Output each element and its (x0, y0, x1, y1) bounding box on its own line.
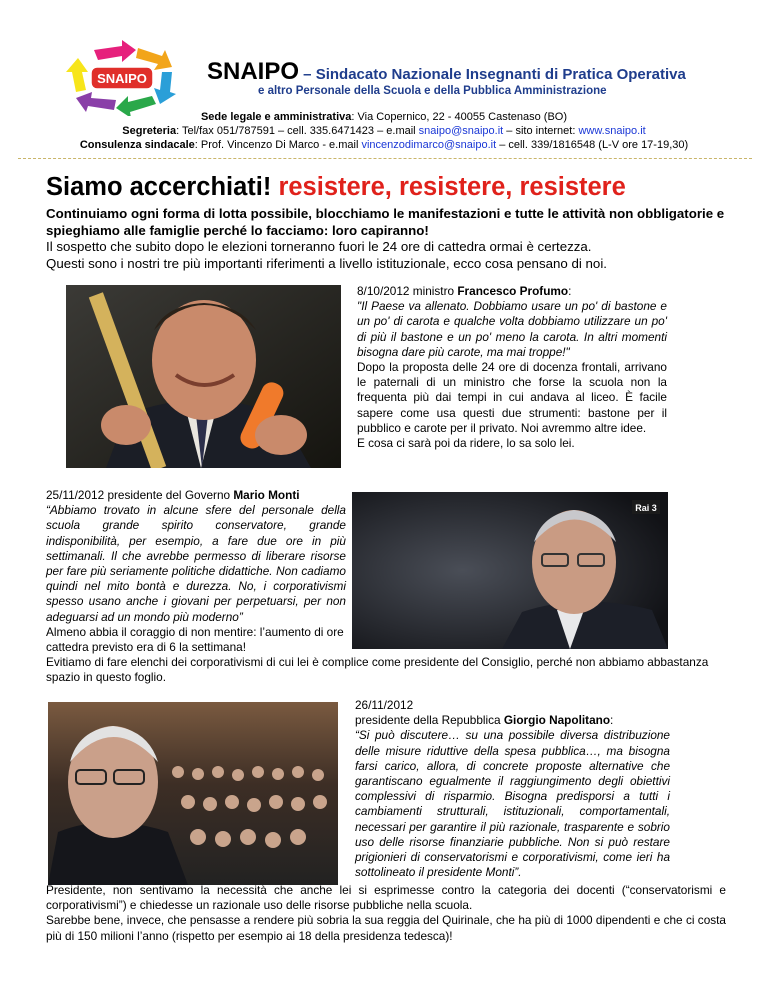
monti-quote: “Abbiamo trovato in alcune sfere del personale della scuola grande spirito conservatore, grande indisponibilità, per esempio, a fare due ore in più settimanali. Il che avrebbe permesso di liberare risorse per fare più seriamente politiche didattiche. Non cadiamo quindi nel mito bontà e durezza. No, i corporativismi spesso usano anche i giovani per perpetuarsi, per non adeguarsi ad un mondo più moderno” (46, 503, 346, 624)
logo-text: SNAIPO (97, 71, 147, 86)
intro-line-3: Questi sono i nostri tre più importanti riferimenti a livello istituzionale, ecco cosa pensano di noi. (46, 255, 607, 271)
monti-name: Mario Monti (233, 488, 300, 502)
napolitano-quote: “Si può discutere… su una possibile diversa distribuzione delle misure riduttive della spesa pubblica…, ma bisogna farsi carico, allora, di concrete proposte alternative che garantiscano egualmente il raggiungimento degli obiettivi complessivi di risparmio. Bisogna predisporsi a tutti i cambiamenti strutturali, istituzionali, comportamentali, necessari per garantire il più razionale, trasparente e sobrio uso delle risorse finanziarie pubbliche. Non si può restare prigionieri di conservatorismi e corporativismi, come ieri ha sottolineato il presidente Monti”. (355, 728, 670, 880)
segreteria-value: : Tel/fax 051/787591 – cell. 335.6471423 – e.mail (176, 125, 419, 137)
page-title (46, 173, 626, 202)
monti-comment-2-wrap (46, 655, 726, 685)
website-link[interactable]: www.snaipo.it (578, 125, 646, 137)
consulenza-email-link[interactable]: vincenzodimarco@snaipo.it (361, 139, 497, 151)
profumo-section (357, 284, 667, 451)
monti-comment-2: Evitiamo di fare elenchi dei corporativismi di cui lei è complice come presidente del Consiglio, perché non abbiamo abbastanza spazio in questo foglio. (46, 655, 709, 685)
sede-label: Sede legale e amministrativa (200, 111, 352, 123)
profumo-quote: "Il Paese va allenato. Dobbiamo usare un po' di bastone e un po' di carota e qualche volta dobbiamo utilizzare un po' di più il bastone e un po' meno la carota. In altri momenti bisogna dare più carote, ma mai troppe!" (357, 299, 667, 359)
napolitano-comments (46, 883, 726, 944)
intro-line-2: Il sospetto che subito dopo le elezioni torneranno fuori le 24 ore di cattedra ormai è certezza. (46, 239, 592, 254)
snaipo-logo (64, 40, 182, 116)
org-name: SNAIPO (207, 58, 300, 85)
intro-bold-end: ! (424, 222, 429, 238)
monti-comment-1: Almeno abbia il coraggio di non mentire: l’aumento di ore cattedra previsto era di 6 la settimana! (46, 625, 344, 655)
sede-value: : Via Copernico, 22 - 40055 Castenaso (BO) (351, 111, 568, 123)
monti-photo (352, 492, 668, 649)
napolitano-comment-2: Sarebbe bene, invece, che pensasse a rendere più sobria la sua reggia del Quirinale, che ha più di 1000 dipendenti e che ci costa più di 150 milioni l’anno (rispetto per esempio ai 18 della presidenza tedesca)! (46, 913, 726, 943)
consulenza-tail: – cell. 339/1816548 (L-V ore 17-19,30) (496, 139, 689, 151)
profumo-colon: : (568, 284, 572, 298)
intro-bold: Continuiamo ogni forma di lotta possibile, blocchiamo le manifestazioni e tutte le attività non obbligatorie e spieghiamo alle famiglie perché lo facciamo: loro capiranno (46, 206, 725, 238)
napolitano-role: presidente della Repubblica (355, 713, 504, 728)
org-title (207, 58, 686, 86)
consulenza-label: Consulenza sindacale (79, 139, 195, 151)
consulenza-line (0, 139, 768, 151)
profumo-comment: Dopo la proposta delle 24 ore di docenza frontali, arrivano le paternali di un ministro che forse la scuola non la frequenta più dai tempi in cui andava al liceo. È facile sapere come usa questi due strumenti: bastone per il pubblico e carote per il privato. Noi avremmo altre idee. (357, 360, 667, 435)
intro (46, 206, 736, 272)
napolitano-section (355, 698, 670, 880)
monti-section (46, 488, 346, 625)
org-subtitle: e altro Personale della Scuola e della Pubblica Amministrazione (258, 85, 607, 97)
segreteria-label: Segreteria (122, 125, 177, 137)
title-red: resistere, resistere, resistere (278, 173, 626, 201)
sede-line (0, 111, 768, 123)
segreteria-email-link[interactable]: snaipo@snaipo.it (418, 125, 504, 137)
profumo-date: 8/10/2012 ministro (357, 284, 458, 298)
title-black: Siamo accerchiati! (46, 173, 279, 201)
header-divider (18, 158, 752, 159)
monti-date: 25/11/2012 presidente del Governo (46, 488, 234, 502)
profumo-name: Francesco Profumo (457, 284, 569, 298)
profumo-comment-2: E cosa ci sarà poi da ridere, lo sa solo lei. (357, 436, 575, 451)
consulenza-value: : Prof. Vincenzo Di Marco - e.mail (194, 139, 362, 151)
monti-comment-1-a (46, 625, 346, 655)
napolitano-date: 26/11/2012 (355, 698, 414, 712)
tv-badge: Rai 3 (635, 503, 657, 513)
napolitano-colon: : (610, 713, 614, 728)
napolitano-comment-1: Presidente, non sentivamo la necessità che anche lei si esprimesse contro la categoria dei docenti (“conservatorismi e corporativismi”) e chiedesse un razionale uso delle risorse pubbliche nella scuola. (46, 883, 726, 913)
profumo-photo (66, 285, 341, 468)
segreteria-line (0, 125, 768, 137)
napolitano-name: Giorgio Napolitano (503, 713, 611, 728)
segreteria-site-label: – sito internet: (503, 125, 579, 137)
napolitano-photo (48, 702, 338, 885)
org-full-name: – Sindacato Nazionale Insegnanti di Pratica Operativa (299, 66, 686, 83)
